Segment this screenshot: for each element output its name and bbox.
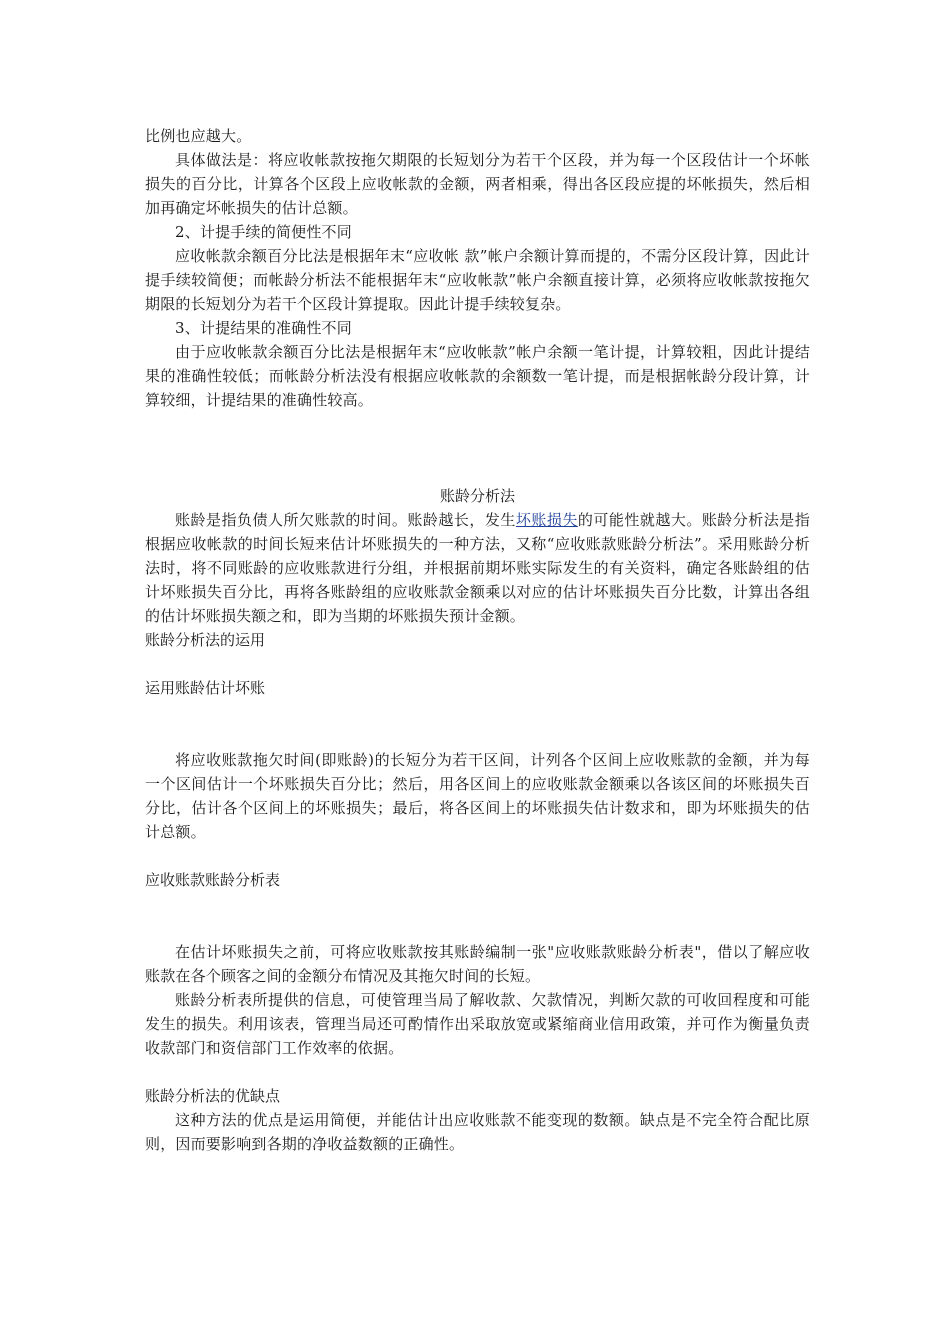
heading-analysis-table: 应收账款账龄分析表	[145, 871, 281, 889]
bad-debt-loss-link[interactable]: 坏账损失	[515, 511, 578, 529]
heading-usage: 账龄分析法的运用	[145, 631, 266, 649]
heading-accuracy: 3、计提结果的准确性不同	[175, 319, 352, 337]
intro-text-before: 账龄是指负债人所欠账款的时间。账龄越长，发生	[175, 511, 516, 529]
paragraph-continuation: 比例也应越大。	[145, 127, 252, 145]
section-title: 账龄分析法	[439, 487, 515, 505]
intro-text-after: 的可能性就越大。账龄分析法是指根据应收帐款的时间长短来估计坏账损失的一种方法，又称“应收账款账龄分析法”。采用账龄分析法时，将不同账龄的应收账款进行分组，并根据前期坏账实际发生的有关资料，确定各账龄组的估计坏账损失百分比，再将各账龄组的应收账款金额乘以对应的估计坏账损失百分比数，计算出各组的估计坏账损失额之和，即为当期的坏账损失预计金额。	[145, 511, 810, 625]
paragraph-simplicity: 应收帐款余额百分比法是根据年末“应收帐 款”帐户余额计算而提的，不需分区段计算，因此计提手续较简便；而帐龄分析法不能根据年末“应收帐款”帐户余额直接计算，必须将应收帐款按拖欠期限的长短划分为若干个区段计算提取。因此计提手续较复杂。	[145, 247, 810, 313]
heading-pros-cons: 账龄分析法的优缺点	[145, 1087, 281, 1105]
paragraph-intro	[145, 508, 810, 628]
paragraph-table-intro: 在估计坏账损失之前，可将应收账款按其账龄编制一张"应收账款账龄分析表"，借以了解应收账款在各个顾客之间的金额分布情况及其拖欠时间的长短。	[145, 943, 810, 985]
heading-estimate: 运用账龄估计坏账	[145, 679, 266, 697]
heading-simplicity: 2、计提手续的简便性不同	[175, 223, 352, 241]
paragraph-estimate: 将应收账款拖欠时间(即账龄)的长短分为若干区间，计列各个区间上应收账款的金额，并为每一个区间估计一个坏账损失百分比；然后，用各区间上的应收账款金额乘以各该区间的坏账损失百分比，估计各个区间上的坏账损失；最后，将各区间上的坏账损失估计数求和，即为坏账损失的估计总额。	[145, 751, 810, 841]
document-page	[145, 124, 810, 1156]
paragraph-method: 具体做法是：将应收帐款按拖欠期限的长短划分为若干个区段，并为每一个区段估计一个坏帐损失的百分比，计算各个区段上应收帐款的金额，两者相乘，得出各区段应提的坏帐损失，然后相加再确定坏帐损失的估计总额。	[145, 151, 810, 217]
paragraph-pros-cons: 这种方法的优点是运用简便，并能估计出应收账款不能变现的数额。缺点是不完全符合配比原则，因而要影响到各期的净收益数额的正确性。	[145, 1111, 810, 1153]
paragraph-table-info: 账龄分析表所提供的信息，可使管理当局了解收款、欠款情况，判断欠款的可收回程度和可能发生的损失。利用该表，管理当局还可酌情作出采取放宽或紧缩商业信用政策，并可作为衡量负责收款部门和资信部门工作效率的依据。	[145, 991, 810, 1057]
paragraph-accuracy: 由于应收帐款余额百分比法是根据年末“应收帐款”帐户余额一笔计提，计算较粗，因此计提结果的准确性较低；而帐龄分析法没有根据应收帐款的余额数一笔计提，而是根据帐龄分段计算，计算较细，计提结果的准确性较高。	[145, 343, 810, 409]
